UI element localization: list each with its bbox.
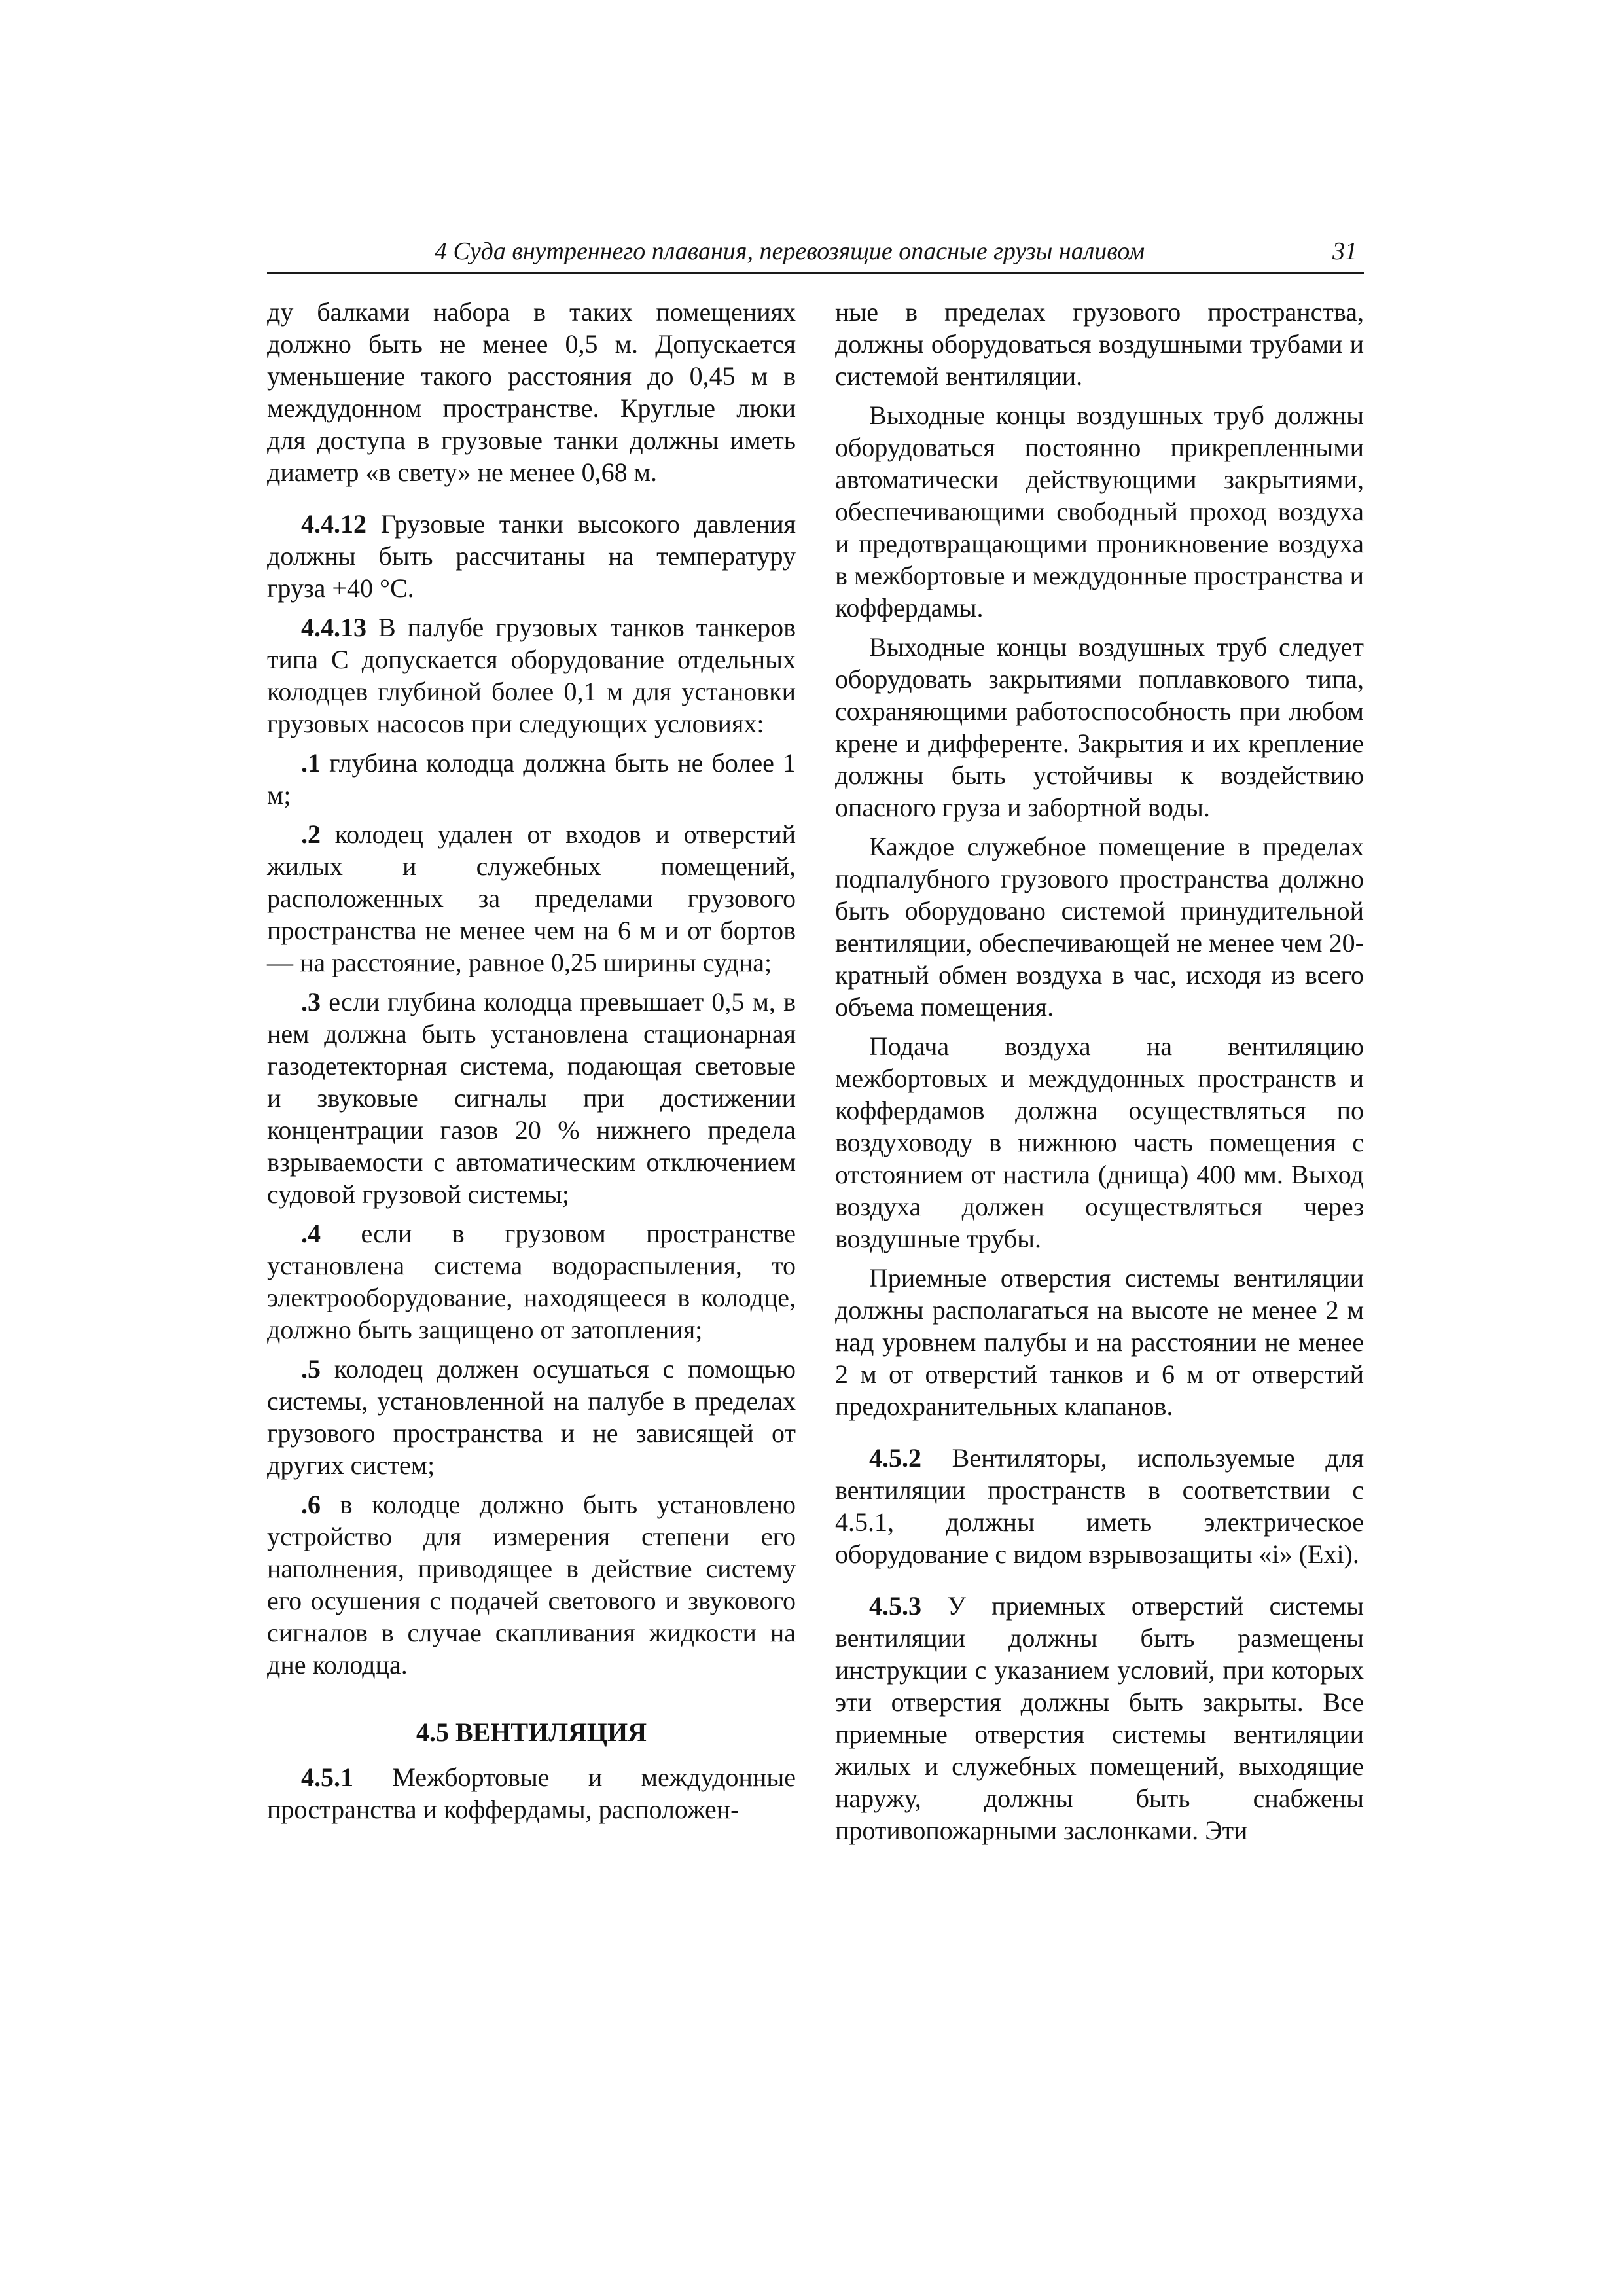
list-item-text: если глубина колодца превышает 0,5 м, в нем должна быть установлена стационарная газодетекторная система, подающая световые и звуковые сигналы при достижении концентрации газов 20 % нижнего предела взрываемости с автоматическим отключением судовой грузовой системы; <box>267 987 796 1209</box>
list-item-text: глубина колодца должна быть не более 1 м; <box>267 748 796 810</box>
page-number: 31 <box>1332 238 1357 265</box>
paragraph-continuation <box>835 296 1364 392</box>
clause-4-5-3 <box>835 1590 1364 1846</box>
paragraph-text: ду балками набора в таких помещениях должно быть не менее 0,5 м. Допускается уменьшение такого расстояния до 0,45 м в междудонном пространстве. Круглые люки для доступа в грузовые танки должны иметь диаметр «в свету» не менее 0,68 м. <box>267 297 796 487</box>
clause-text: У приемных отверстий системы вентиляции должны быть размещены инструкции с указанием условий, при которых эти отверстия должны быть закрыты. Все приемные отверстия системы вентиляции жилых и служебных помещений, выходящие наружу, должны быть снабжены противопожарными заслонками. Эти <box>835 1591 1364 1845</box>
paragraph <box>835 1030 1364 1255</box>
list-item-2 <box>267 818 796 978</box>
clause-number: 4.5.2 <box>869 1443 921 1473</box>
paragraph <box>835 399 1364 624</box>
paragraph-text: Приемные отверстия системы вентиляции должны располагаться на высоте не менее 2 м над уровнем палубы и на расстоянии не менее 2 м от отверстий танков и 6 м от отверстий предохранительных клапанов. <box>835 1263 1364 1421</box>
paragraph <box>835 831 1364 1023</box>
clause-number: 4.4.13 <box>301 613 366 642</box>
list-item-text: если в грузовом пространстве установлена система водораспыления, то электрооборудование, находящееся в колодце, должно быть защищено от затопления; <box>267 1219 796 1344</box>
paragraph <box>835 1262 1364 1422</box>
clause-4-5-1 <box>267 1761 796 1825</box>
running-header <box>267 236 1364 274</box>
clause-number: 4.5.1 <box>301 1763 353 1792</box>
list-item-number: .3 <box>301 987 321 1016</box>
list-item-number: .5 <box>301 1354 321 1384</box>
list-item-number: .1 <box>301 748 321 778</box>
paragraph-text: Выходные концы воздушных труб должны оборудоваться постоянно прикрепленными автоматически действующими закрытиями, обеспечивающими свободный проход воздуха и предотвращающими проникновение воздуха в межбортовые и междудонные пространства и коффердамы. <box>835 401 1364 622</box>
section-heading: 4.5 ВЕНТИЛЯЦИЯ <box>416 1717 647 1747</box>
list-item-4 <box>267 1217 796 1346</box>
paragraph-text: Каждое служебное помещение в пределах подпалубного грузового пространства должно быть оборудовано системой принудительной вентиляции, обеспечивающей не менее чем 20-кратный обмен воздуха в час, исходя из всего объема помещения. <box>835 832 1364 1022</box>
clause-text: В палубе грузовых танков танкеров типа С допускается оборудование отдельных колодцев глубиной более 0,1 м для установки грузовых насосов при следующих условиях: <box>267 613 796 738</box>
list-item-number: .6 <box>301 1490 321 1519</box>
clause-4-5-2 <box>835 1442 1364 1570</box>
list-item-number: .4 <box>301 1219 321 1248</box>
list-item-1 <box>267 747 796 811</box>
clause-text: Грузовые танки высокого давления должны быть рассчитаны на температуру груза +40 °С. <box>267 509 796 603</box>
clause-text: Межбортовые и междудонные пространства и коффердамы, расположен- <box>267 1763 796 1824</box>
paragraph <box>835 631 1364 823</box>
running-header-title: 4 Суда внутреннего плавания, перевозящие опасные грузы наливом <box>435 238 1145 265</box>
list-item-3 <box>267 986 796 1210</box>
clause-4-4-13 <box>267 611 796 740</box>
clause-4-4-12 <box>267 508 796 604</box>
paragraph-continuation <box>267 296 796 488</box>
paragraph-text: Выходные концы воздушных труб следует оборудовать закрытиями поплавкового типа, сохраняющими работоспособность при любом крене и дифференте. Закрытия и их крепление должны быть устойчивы к воздействию опасного груза и забортной воды. <box>835 632 1364 822</box>
list-item-number: .2 <box>301 819 321 849</box>
clause-text: Вентиляторы, используемые для вентиляции пространств в соответствии с 4.5.1, должны иметь электрическое оборудование с видом взрывозащиты «i» (Exi). <box>835 1443 1364 1569</box>
paragraph-text: Подача воздуха на вентиляцию межбортовых и междудонных пространств и коффердамов должна осуществляться по воздуховоду в нижнюю часть помещения с отстоянием от настила (днища) 400 мм. Выход воздуха должен осуществляться через воздушные трубы. <box>835 1031 1364 1253</box>
list-item-text: колодец должен осушаться с помощью системы, установленной на палубе в пределах грузового пространства и не зависящей от других систем; <box>267 1354 796 1480</box>
list-item-6 <box>267 1488 796 1681</box>
left-column <box>267 296 796 1833</box>
clause-number: 4.5.3 <box>869 1591 921 1621</box>
clause-number: 4.4.12 <box>301 509 366 539</box>
list-item-text: колодец удален от входов и отверстий жилых и служебных помещений, расположенных за пределами грузового пространства не менее чем на 6 м и от бортов — на расстояние, равное 0,25 ширины судна; <box>267 819 796 977</box>
list-item-text: в колодце должно быть установлено устройство для измерения степени его наполнения, приводящее в действие систему его осушения с подачей светового и звукового сигналов в случае скапливания жидкости на дне колодца. <box>267 1490 796 1679</box>
right-column <box>835 296 1364 1854</box>
paragraph-text: ные в пределах грузового пространства, должны оборудоваться воздушными трубами и системой вентиляции. <box>835 297 1364 391</box>
list-item-5 <box>267 1353 796 1481</box>
